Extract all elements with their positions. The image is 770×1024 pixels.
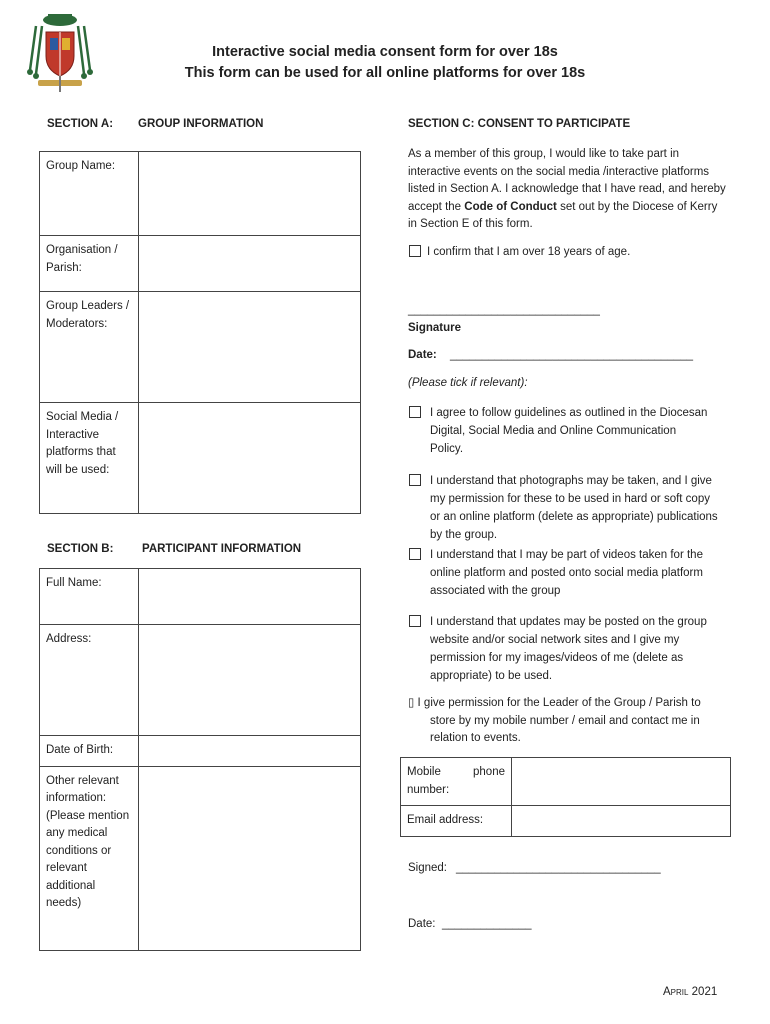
form-title-line-1: Interactive social media consent form for over 18s xyxy=(212,44,558,60)
group-information-table xyxy=(39,151,361,514)
consent-checkbox-videos[interactable] xyxy=(409,548,421,560)
code-of-conduct-text: Code of Conduct xyxy=(464,200,557,213)
consent-intro-text-end: set out by the Diocese of Kerry in Section E of this form. xyxy=(408,200,718,230)
address-label: Address: xyxy=(40,625,139,736)
signed-line[interactable]: ________________________________ xyxy=(456,862,661,874)
signature-label: Signature xyxy=(408,322,462,334)
consent-checkbox-guidelines[interactable] xyxy=(409,406,421,418)
participant-information-table xyxy=(39,568,361,951)
consent-text-videos: I understand that I may be part of videos taken for the online platform and posted onto social media platform associated with the group xyxy=(430,549,703,597)
form-title-line-2: This form can be used for all online platforms for over 18s xyxy=(184,65,586,81)
diocese-crest-logo xyxy=(22,10,98,94)
address-field[interactable] xyxy=(139,625,361,736)
consent-item-videos xyxy=(409,546,727,600)
section-b-heading: PARTICIPANT INFORMATION xyxy=(142,543,302,555)
consent-checkbox-updates[interactable] xyxy=(409,615,421,627)
age-confirmation-item xyxy=(409,243,729,261)
group-name-field[interactable] xyxy=(139,152,361,236)
date2-line[interactable]: ______________ xyxy=(442,918,532,930)
footer-date: April 2021 xyxy=(663,986,718,998)
date-label: Date: xyxy=(408,349,437,361)
consent-item-guidelines xyxy=(409,404,709,458)
consent-intro-paragraph xyxy=(408,146,726,234)
leader-permission-text: I give permission for the Leader of the Group / Parish to store by my mobile number / email and contact me in relation to events. xyxy=(417,697,701,744)
group-leaders-label: Group Leaders / Moderators: xyxy=(40,292,139,403)
age-confirmation-checkbox[interactable] xyxy=(409,245,421,257)
section-c-heading: SECTION C: CONSENT TO PARTICIPATE xyxy=(408,118,631,130)
other-information-label: Other relevant information: (Please mention any medical conditions or relevant additional needs) xyxy=(40,766,139,950)
full-name-field[interactable] xyxy=(139,569,361,625)
section-a-heading: GROUP INFORMATION xyxy=(138,118,264,130)
consent-item-photographs xyxy=(409,472,719,544)
consent-intro-text-start: As a member of this group, I would like to take part in interactive events on the social media /interactive platforms listed in Section A. I acknowledge that I have read, and hereby accept the xyxy=(408,148,726,213)
contact-details-table xyxy=(400,757,731,837)
tick-note: (Please tick if relevant): xyxy=(408,377,528,389)
date-of-birth-field[interactable] xyxy=(139,736,361,767)
consent-checkbox-photographs[interactable] xyxy=(409,474,421,486)
signature-line[interactable]: ______________________________ xyxy=(408,304,600,316)
email-address-field[interactable] xyxy=(512,806,731,837)
leader-permission-item xyxy=(408,695,720,748)
organisation-parish-field[interactable] xyxy=(139,236,361,292)
full-name-label: Full Name: xyxy=(40,569,139,625)
age-confirmation-text: I confirm that I am over 18 years of age. xyxy=(427,246,631,258)
date-line[interactable]: ______________________________________ xyxy=(450,349,694,361)
leader-permission-checkbox[interactable]: ▯ xyxy=(408,697,415,709)
consent-text-updates: I understand that updates may be posted on the group website and/or social network sites and I give my permission for my images/videos of me (delete as appropriate) to be used. xyxy=(430,616,707,682)
signed-label: Signed: xyxy=(408,862,448,874)
group-name-label: Group Name: xyxy=(40,152,139,236)
other-information-field[interactable] xyxy=(139,766,361,950)
section-a-label: SECTION A: xyxy=(47,118,114,130)
organisation-parish-label: Organisation / Parish: xyxy=(40,236,139,292)
mobile-number-field[interactable] xyxy=(512,758,731,806)
date2-label: Date: xyxy=(408,918,436,930)
consent-text-guidelines: I agree to follow guidelines as outlined in the Diocesan Digital, Social Media and Online Communication Policy. xyxy=(430,407,708,455)
social-media-platforms-field[interactable] xyxy=(139,403,361,514)
mobile-number-label: Mobile phone number: xyxy=(401,758,512,806)
section-b-label: SECTION B: xyxy=(47,543,114,555)
consent-item-updates xyxy=(409,613,719,685)
consent-text-photographs: I understand that photographs may be taken, and I give my permission for these to be used in hard or soft copy or an online platform (delete as appropriate) publications by the group. xyxy=(430,475,718,541)
group-leaders-field[interactable] xyxy=(139,292,361,403)
social-media-platforms-label: Social Media / Interactive platforms that will be used: xyxy=(40,403,139,514)
date-of-birth-label: Date of Birth: xyxy=(40,736,139,767)
email-address-label: Email address: xyxy=(401,806,512,837)
